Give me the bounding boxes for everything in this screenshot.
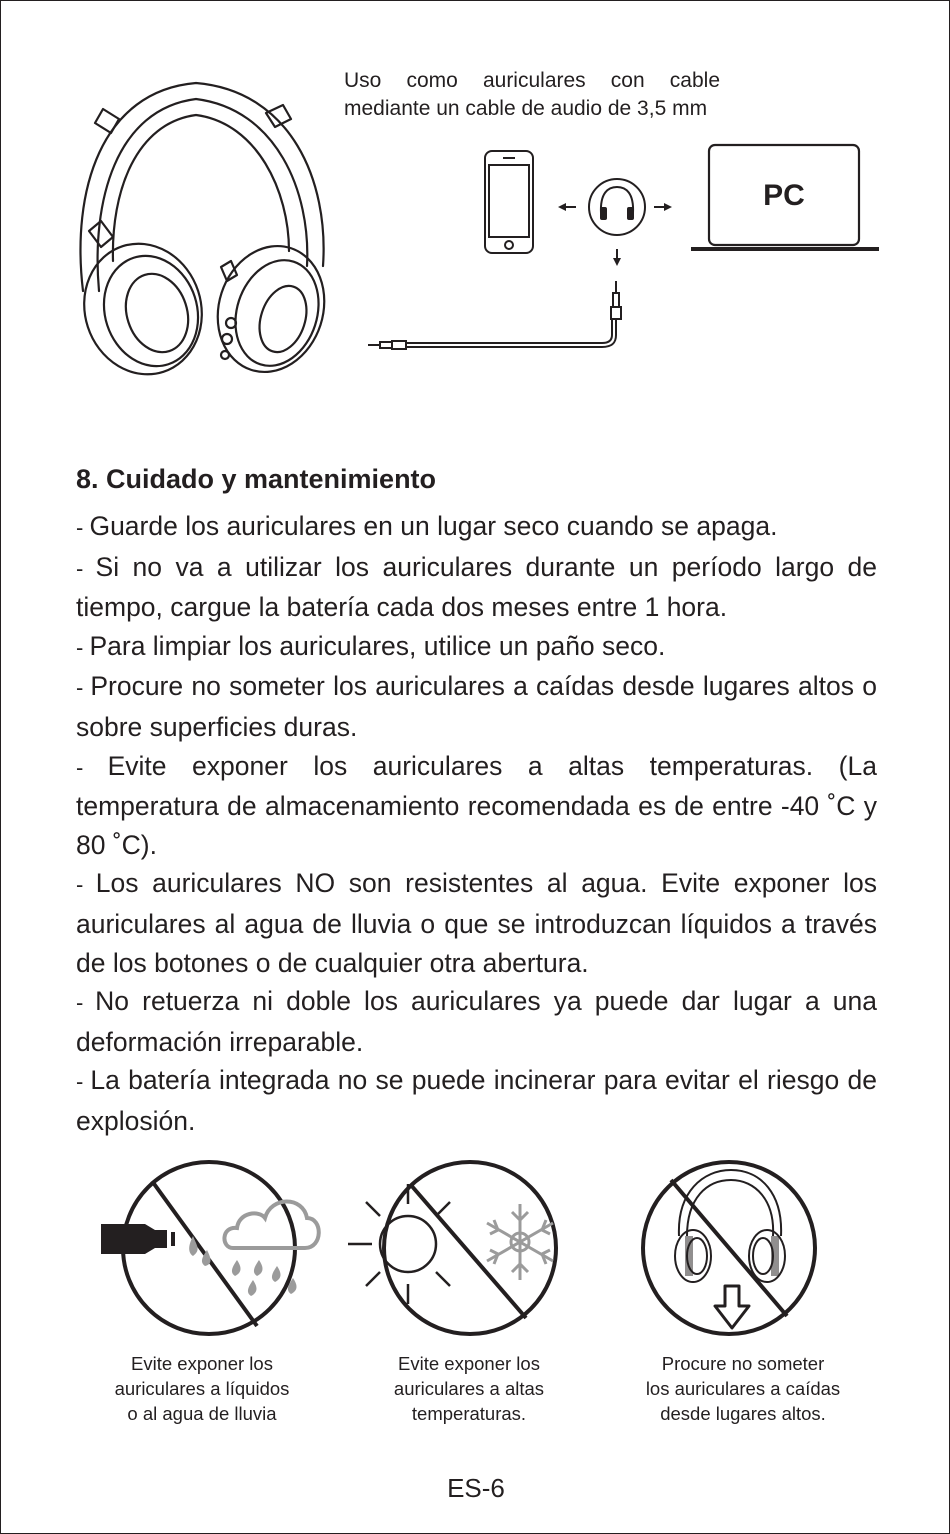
pc-label: PC — [763, 179, 805, 212]
no-liquids-icon — [97, 1156, 327, 1346]
icon-caption-temperatures: Evite exponer los auriculares a altas temperaturas. — [393, 1353, 545, 1424]
page-number: ES-6 — [447, 1473, 505, 1503]
headset-source-icon — [556, 177, 676, 269]
list-item: - Si no va a utilizar los auriculares durante un período largo de tiempo, cargue la batería cada dos meses entre 1 hora. — [76, 551, 877, 623]
care-instructions — [76, 507, 877, 1141]
wired-usage-caption: Uso como auriculares con cable mediante un cable de audio de 3,5 mm — [344, 69, 720, 120]
list-item: - Para limpiar los auriculares, utilice un paño seco. — [76, 630, 666, 661]
list-item: - Los auriculares NO son resistentes al agua. Evite exponer los auriculares al agua de lluvia o que se introduzcan líquidos a través de los botones o de cualquier otra abertura. — [76, 868, 877, 978]
list-item: - Evite exponer los auriculares a altas temperaturas. (La temperatura de almacenamiento recomendada es de entre -40 ˚C y 80 ˚C). — [76, 750, 877, 860]
audio-cable-icon — [366, 279, 636, 359]
icon-caption-liquids: Evite exponer los auriculares a líquidos o al agua de lluvia — [114, 1353, 290, 1424]
icon-caption-drops: Procure no someter los auriculares a caídas desde lugares altos. — [645, 1353, 841, 1424]
pc-laptop-icon — [689, 143, 881, 255]
list-item: - No retuerza ni doble los auriculares ya puede dar lugar a una deformación irreparable. — [76, 986, 877, 1057]
list-item: - Procure no someter los auriculares a caídas desde lugares altos o sobre superficies duras. — [76, 671, 877, 742]
phone-icon — [483, 149, 535, 255]
no-drops-icon — [621, 1156, 851, 1346]
list-item: - La batería integrada no se puede incinerar para evitar el riesgo de explosión. — [76, 1065, 877, 1136]
list-item: - Guarde los auriculares en un lugar seco cuando se apaga. — [76, 511, 778, 541]
no-extreme-temperatures-icon — [346, 1156, 576, 1346]
section-title: 8. Cuidado y mantenimiento — [76, 464, 437, 494]
headphones-illustration — [61, 61, 341, 381]
